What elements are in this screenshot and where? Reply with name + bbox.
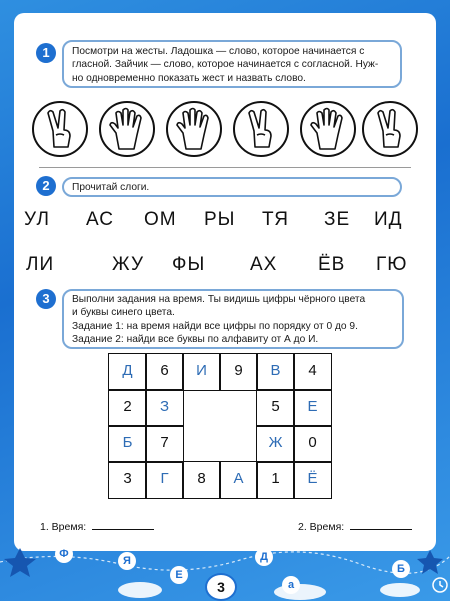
decorative-letter: а [282, 576, 300, 594]
cloud-icon [118, 582, 420, 600]
grid-cell[interactable]: Г [145, 461, 184, 499]
decorative-letter: Д [255, 548, 273, 566]
grid-cell[interactable]: 5 [256, 389, 295, 427]
time-2-field [298, 521, 412, 533]
syllable-row-2 [14, 254, 436, 276]
bunny-gesture-icon [32, 101, 88, 157]
worksheet-page [14, 13, 436, 551]
star-icon [417, 550, 443, 574]
task-2-instructions [62, 177, 402, 197]
grid-cell[interactable]: Ж [256, 425, 295, 463]
decorative-letter: Б [392, 560, 410, 578]
palm-gesture-icon [300, 101, 356, 157]
grid-empty-area [219, 425, 258, 463]
star-icon [4, 548, 36, 577]
syllable: УЛ [24, 209, 50, 230]
grid-empty-area [219, 389, 258, 427]
syllable: ИД [374, 209, 403, 230]
bunny-gesture-icon [233, 101, 289, 157]
task-1-line: Посмотри на жесты. Ладошка — слово, которое начинается с [72, 46, 365, 57]
syllable: ЗЕ [324, 209, 351, 230]
grid-empty-area [182, 425, 221, 463]
task-number-2: 2 [36, 176, 56, 196]
time-1-line[interactable] [92, 529, 154, 530]
syllable: ГЮ [376, 254, 408, 275]
task-3-line: Выполни задания на время. Ты видишь цифры чёрного цвета [72, 294, 366, 305]
gesture-row [14, 101, 436, 171]
task-3-instructions [62, 289, 404, 349]
syllable: ФЫ [172, 254, 206, 275]
grid-cell[interactable]: З [145, 389, 184, 427]
grid-cell[interactable]: И [182, 353, 221, 391]
task-number-1: 1 [36, 43, 56, 63]
syllable: АХ [250, 254, 278, 275]
grid-cell[interactable]: 7 [145, 425, 184, 463]
grid-cell[interactable]: 0 [293, 425, 332, 463]
syllable: ЖУ [112, 254, 145, 275]
grid-cell[interactable]: 4 [293, 353, 332, 391]
task-3-line: и буквы синего цвета. [72, 307, 175, 319]
syllable: РЫ [204, 209, 236, 230]
grid-cell[interactable]: Ё [293, 461, 332, 499]
bunny-gesture-icon [362, 101, 418, 157]
grid-empty-area [182, 389, 221, 427]
grid-cell[interactable]: 8 [182, 461, 221, 499]
syllable: ОМ [144, 209, 177, 230]
grid-cell[interactable]: Д [108, 353, 147, 391]
grid-cell[interactable]: Е [293, 389, 332, 427]
task-number-3: 3 [36, 289, 56, 309]
time-1-label: 1. Время: [40, 521, 87, 533]
task-1-line: гласной. Зайчик — слово, которое начинается с согласной. Нуж- [72, 59, 379, 71]
grid-cell[interactable]: Б [108, 425, 147, 463]
syllable: ЁВ [318, 254, 346, 275]
decorative-letter: Е [170, 566, 188, 584]
grid-cell[interactable]: 9 [219, 353, 258, 391]
grid-cell[interactable]: 6 [145, 353, 184, 391]
grid-cell[interactable]: 2 [108, 389, 147, 427]
syllable: ТЯ [262, 209, 289, 230]
time-2-line[interactable] [350, 529, 412, 530]
task-2-line: Прочитай слоги. [72, 182, 150, 193]
grid-cell[interactable]: В [256, 353, 295, 391]
palm-gesture-icon [99, 101, 155, 157]
task-3-line: Задание 2: найди все буквы по алфавиту от А до И. [72, 334, 319, 346]
decorative-letter: Ф [55, 545, 73, 563]
clock-icon [433, 578, 447, 592]
syllable-row-1 [14, 209, 436, 231]
decorative-letter: Я [118, 552, 136, 570]
time-2-label: 2. Время: [298, 521, 345, 533]
grid-cell[interactable]: 3 [108, 461, 147, 499]
task-1-line: но одновременно показать жест и назвать слово. [72, 72, 306, 84]
page-number: 3 [205, 573, 237, 601]
syllable: ЛИ [26, 254, 55, 275]
task-1-instructions [62, 40, 402, 88]
task-3-line: Задание 1: на время найди все цифры по порядку от 0 до 9. [72, 320, 358, 332]
grid-cell[interactable]: А [219, 461, 258, 499]
letter-number-grid [109, 354, 331, 498]
syllable: АС [86, 209, 114, 230]
time-1-field [40, 521, 154, 533]
palm-gesture-icon [166, 101, 222, 157]
section-divider [39, 167, 411, 168]
grid-cell[interactable]: 1 [256, 461, 295, 499]
